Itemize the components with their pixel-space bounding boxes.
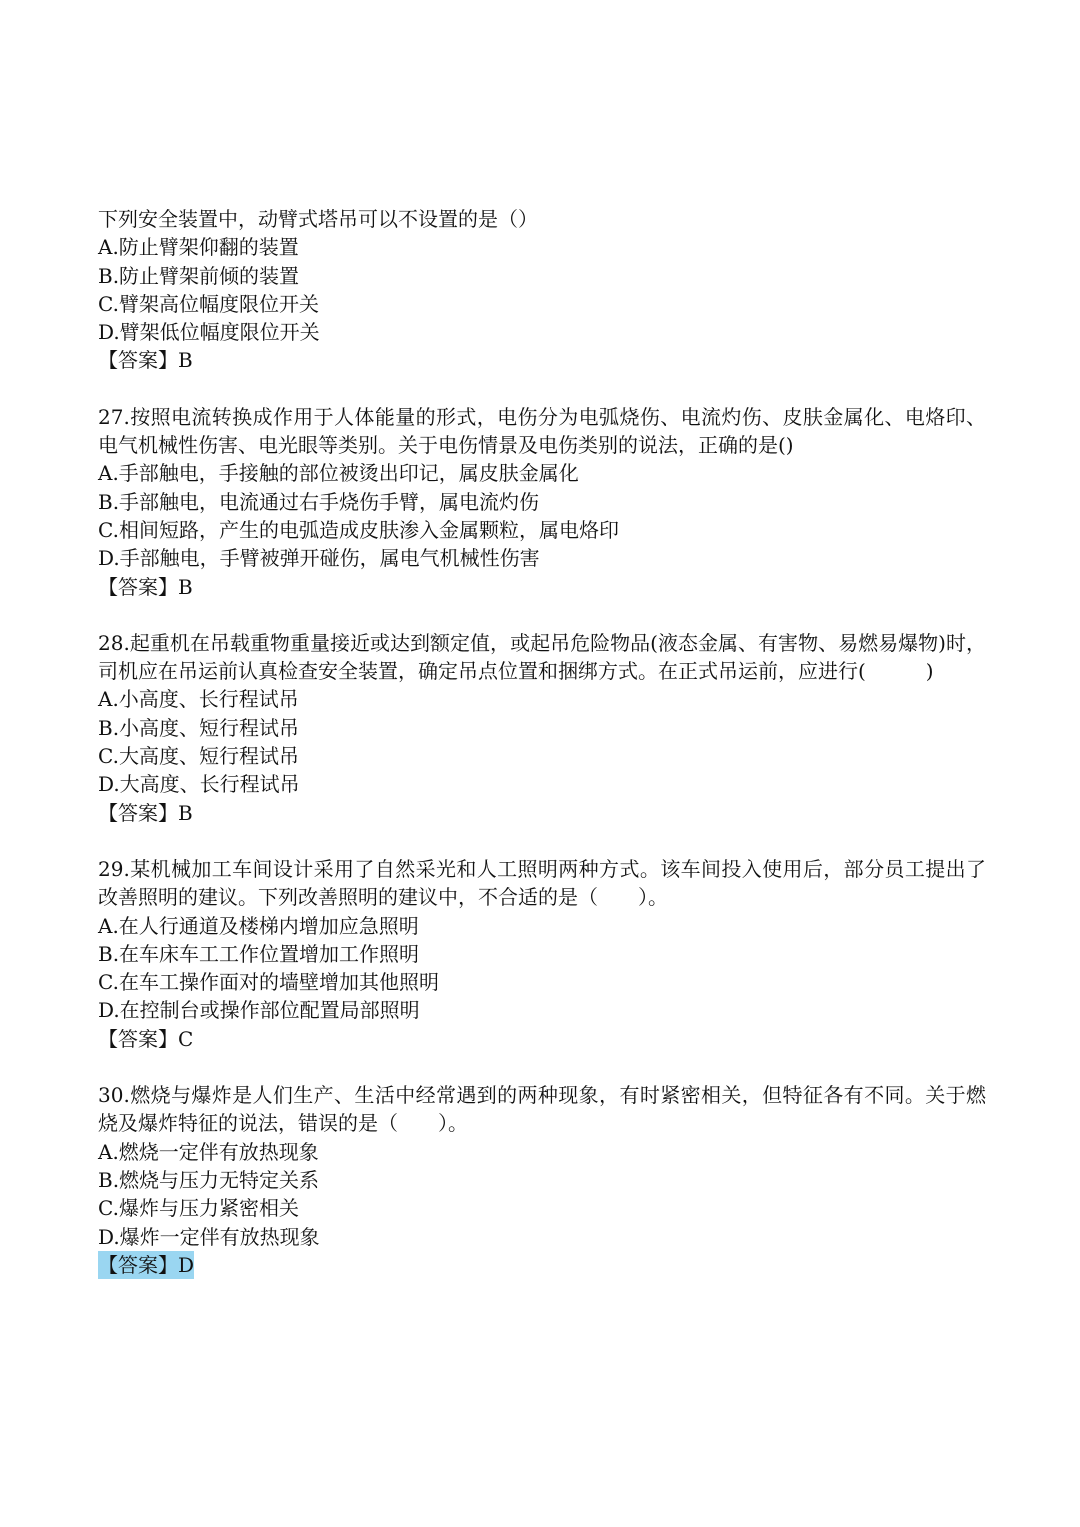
question-stem: 30.燃烧与爆炸是人们生产、生活中经常遇到的两种现象，有时紧密相关，但特征各有不同。关于燃烧及爆炸特征的说法，错误的是（ ）。 <box>98 1083 986 1136</box>
option-c: C.臂架高位幅度限位开关 <box>98 291 319 316</box>
question-stem: 27.按照电流转换成作用于人体能量的形式，电伤分为电弧烧伤、电流灼伤、皮肤金属化、电烙印、电气机械性伤害、电光眼等类别。关于电伤情景及电伤类别的说法，正确的是() <box>98 404 986 458</box>
answer-row <box>98 573 986 601</box>
option-d: D.爆炸一定伴有放热现象 <box>98 1224 320 1249</box>
answer-label: 【答案】 <box>98 1252 178 1277</box>
answer-row <box>98 799 986 827</box>
option-d: D.在控制台或操作部位配置局部照明 <box>98 998 420 1023</box>
option-b: B.防止臂架前倾的装置 <box>98 263 300 288</box>
answer-value: B <box>178 574 193 599</box>
option-b: B.小高度、短行程试吊 <box>98 715 300 740</box>
answer-line <box>98 799 193 827</box>
answer-line <box>98 1025 193 1053</box>
option-a: A.燃烧一定伴有放热现象 <box>98 1139 319 1164</box>
option-a: A.小高度、长行程试吊 <box>98 687 299 712</box>
answer-value: D <box>178 1252 195 1277</box>
option-a: A.手部触电，手接触的部位被烫出印记，属皮肤金属化 <box>98 461 579 486</box>
option-d: D.大高度、长行程试吊 <box>98 772 300 797</box>
answer-value: C <box>178 1026 194 1051</box>
option-a: A.防止臂架仰翻的装置 <box>98 235 299 260</box>
question-list <box>98 205 986 1279</box>
question-block <box>98 205 986 375</box>
answer-line <box>98 573 193 601</box>
answer-label: 【答案】 <box>98 1026 178 1051</box>
option-a: A.在人行通道及楼梯内增加应急照明 <box>98 913 419 938</box>
option-d: D.臂架低位幅度限位开关 <box>98 320 320 345</box>
answer-row <box>98 1251 986 1279</box>
question-block <box>98 855 986 1053</box>
answer-line-highlighted <box>98 1251 194 1279</box>
question-stem: 28.起重机在吊载重物重量接近或达到额定值，或起吊危险物品(液态金属、有害物、易燃易爆物)时，司机应在吊运前认真检查安全装置，确定吊点位置和捆绑方式。在正式吊运前，应进行( ) <box>98 630 986 684</box>
option-b: B.燃烧与压力无特定关系 <box>98 1167 320 1192</box>
answer-row <box>98 346 986 374</box>
option-b: B.手部触电，电流通过右手烧伤手臂，属电流灼伤 <box>98 489 540 514</box>
option-b: B.在车床车工工作位置增加工作照明 <box>98 941 420 966</box>
answer-value: B <box>178 800 193 825</box>
option-c: C.爆炸与压力紧密相关 <box>98 1196 299 1221</box>
question-stem: 下列安全装置中，动臂式塔吊可以不设置的是（） <box>98 207 538 231</box>
answer-label: 【答案】 <box>98 574 178 599</box>
answer-label: 【答案】 <box>98 800 178 825</box>
answer-label: 【答案】 <box>98 348 178 373</box>
answer-line <box>98 346 193 374</box>
answer-row <box>98 1025 986 1053</box>
option-d: D.手部触电，手臂被弹开碰伤，属电气机械性伤害 <box>98 546 540 571</box>
question-block <box>98 629 986 827</box>
option-c: C.在车工操作面对的墙壁增加其他照明 <box>98 970 439 995</box>
answer-value: B <box>178 348 193 373</box>
question-block <box>98 403 986 601</box>
question-block <box>98 1081 986 1279</box>
option-c: C.大高度、短行程试吊 <box>98 744 299 769</box>
question-stem: 29.某机械加工车间设计采用了自然采光和人工照明两种方式。该车间投入使用后，部分员工提出了改善照明的建议。下列改善照明的建议中，不合适的是（ ）。 <box>98 856 986 910</box>
option-c: C.相间短路，产生的电弧造成皮肤渗入金属颗粒，属电烙印 <box>98 517 619 542</box>
